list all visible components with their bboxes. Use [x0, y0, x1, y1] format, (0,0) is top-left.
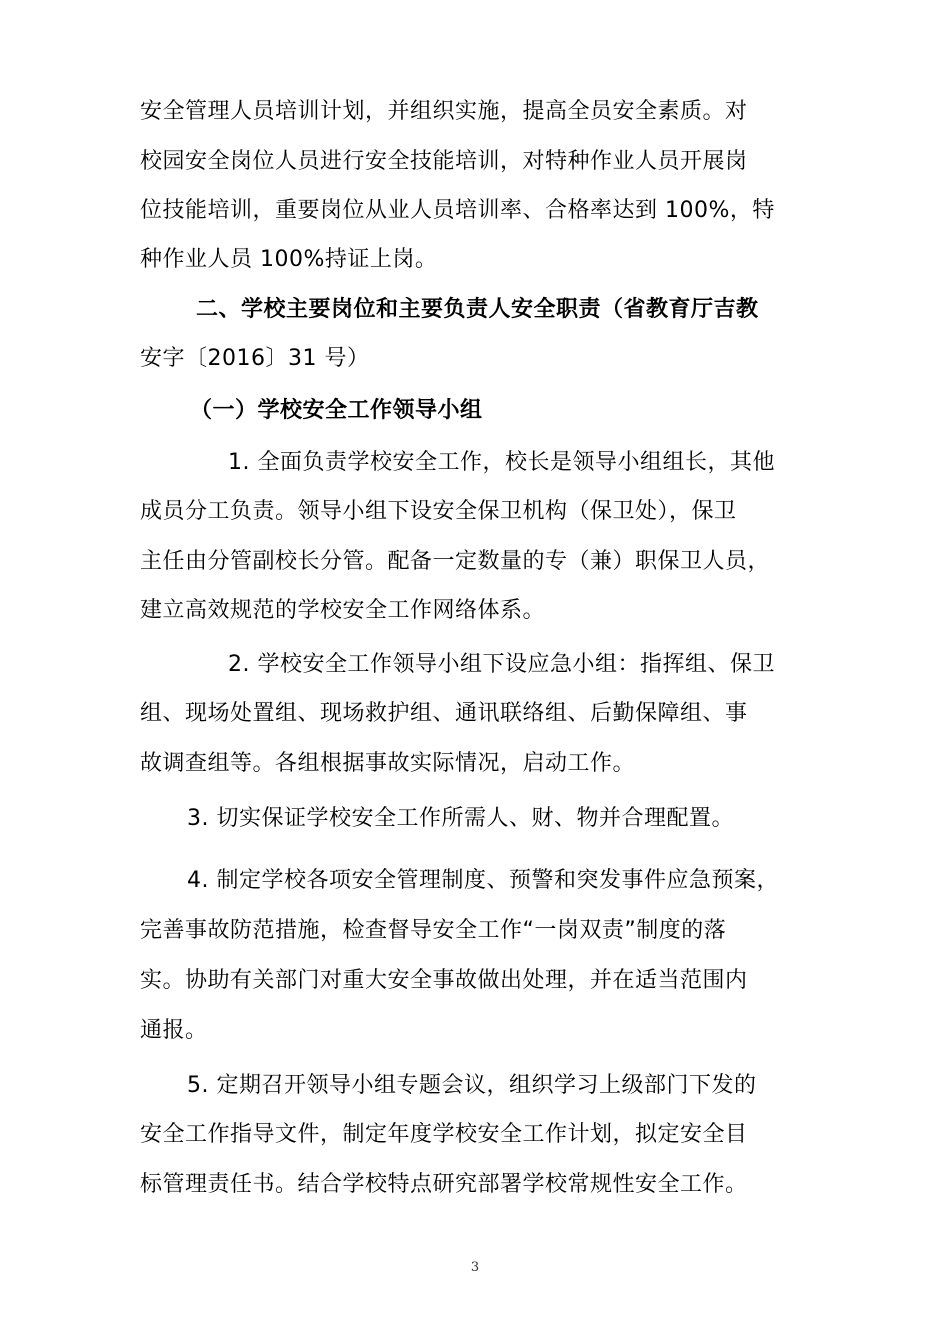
text-line: 2. 学校安全工作领导小组下设应急小组：指挥组、保卫	[228, 652, 775, 677]
text-line: 安全管理人员培训计划，并组织实施，提高全员安全素质。对	[140, 99, 748, 124]
text-line: 标管理责任书。结合学校特点研究部署学校常规性安全工作。	[140, 1172, 748, 1197]
text-line: 实。协助有关部门对重大安全事故做出处理，并在适当范围内	[140, 968, 748, 993]
text-line: 完善事故防范措施，检查督导安全工作“一岗双责”制度的落	[140, 918, 727, 943]
page-number: 3	[470, 1260, 480, 1275]
text-line: 通报。	[140, 1018, 208, 1043]
text-line: 4. 制定学校各项安全管理制度、预警和突发事件应急预案，	[187, 868, 779, 893]
text-line: 5. 定期召开领导小组专题会议，组织学习上级部门下发的	[187, 1073, 757, 1098]
text-line: 组、现场处置组、现场救护组、通讯联络组、后勤保障组、事	[140, 701, 748, 726]
text-line: 位技能培训，重要岗位从业人员培训率、合格率达到 100%，特	[140, 198, 775, 223]
text-line: 校园安全岗位人员进行安全技能培训，对特种作业人员开展岗	[140, 149, 748, 174]
text-line: 主任由分管副校长分管。配备一定数量的专（兼）职保卫人员，	[140, 549, 771, 574]
text-line: 3. 切实保证学校安全工作所需人、财、物并合理配置。	[187, 806, 734, 831]
subsection-heading: （一）学校安全工作领导小组	[190, 398, 483, 423]
text-line: 建立高效规范的学校安全工作网络体系。	[140, 598, 546, 623]
text-line: 成员分工负责。领导小组下设安全保卫机构（保卫处），保卫	[140, 499, 737, 524]
text-line: 种作业人员 100%持证上岗。	[140, 247, 438, 272]
text-line: 故调查组等。各组根据事故实际情况，启动工作。	[140, 751, 636, 776]
section-heading-continuation: 安字〔2016〕31 号）	[140, 346, 370, 371]
text-line: 1. 全面负责学校安全工作，校长是领导小组组长，其他	[228, 450, 775, 475]
text-line: 安全工作指导文件，制定年度学校安全工作计划，拟定安全目	[140, 1122, 748, 1147]
section-heading: 二、学校主要岗位和主要负责人安全职责（省教育厅吉教	[196, 297, 759, 322]
